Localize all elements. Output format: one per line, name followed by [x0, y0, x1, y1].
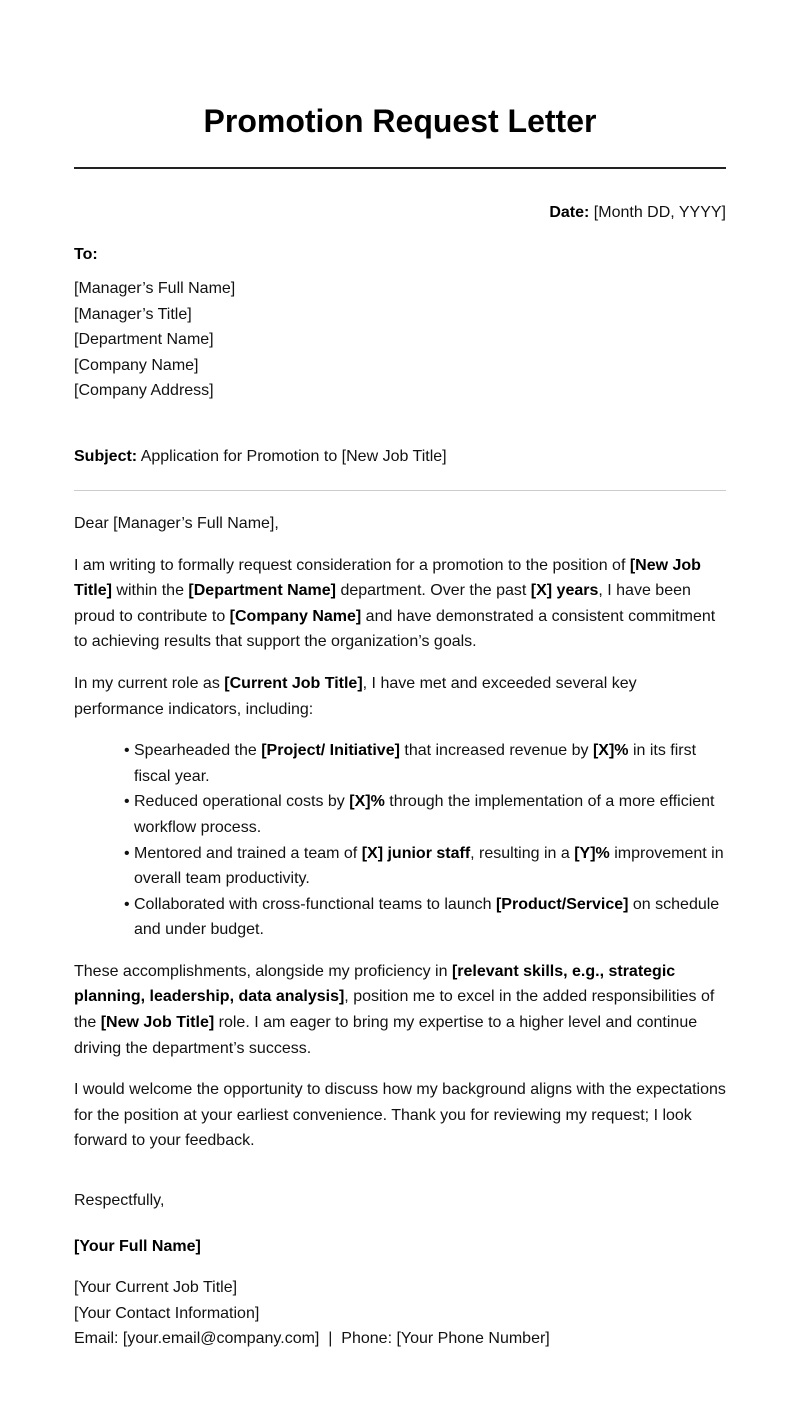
subject-divider	[74, 490, 726, 491]
paragraph-closing-request: I would welcome the opportunity to discuss how my background aligns with the expectations for the position at your earliest convenience. Thank you for reviewing my request; I look forward to your feedback.	[74, 1081, 726, 1150]
achievement-highlight: [Product/Service]	[495, 895, 629, 913]
achievement-text: Reduced operational costs by	[134, 793, 350, 811]
achievement-highlight: [Project/ Initiative]	[261, 742, 400, 760]
achievement-highlight: [X]%	[592, 742, 629, 760]
signature-contact: [Your Contact Information]	[74, 1304, 260, 1322]
paragraph-intro-years: [X] years	[530, 582, 599, 600]
achievements-list	[74, 738, 726, 943]
achievement-item	[124, 841, 726, 892]
signature-job-title: [Your Current Job Title]	[74, 1279, 238, 1297]
date-value: [Month DD, YYYY]	[593, 204, 726, 221]
recipient-company: [Company Name]	[74, 356, 199, 374]
date-line	[74, 202, 726, 224]
achievement-highlight: [Y]%	[574, 844, 610, 862]
achievement-text: in its first fiscal year.	[134, 742, 697, 785]
salutation: Dear [Manager’s Full Name],	[74, 514, 279, 532]
paragraph-current-role-text: , I have met and exceeded several key performance indicators, including:	[74, 674, 637, 718]
paragraph-skills-text: role. I am eager to bring my expertise to a higher level and continue driving the department’s success.	[74, 1014, 698, 1057]
achievement-item	[124, 738, 726, 789]
paragraph-current-role-text: In my current role as	[74, 674, 225, 692]
paragraph-skills-highlight: [relevant skills, e.g., strategic planning, leadership, data analysis]	[74, 962, 676, 1006]
recipient-department: [Department Name]	[74, 331, 214, 349]
recipient-label: To:	[74, 246, 98, 263]
achievement-text: improvement in overall team productivity.	[134, 844, 724, 888]
achievement-text: Mentored and trained a team of	[134, 844, 362, 862]
achievement-highlight: [X] junior staff	[361, 844, 471, 862]
paragraph-current-role-title: [Current Job Title]	[224, 674, 363, 692]
paragraph-intro-text: and have demonstrated a consistent commitment to achieving results that support the organization’s goals.	[74, 607, 716, 651]
achievement-item	[124, 892, 726, 943]
achievement-text: Collaborated with cross-functional teams to launch	[134, 895, 496, 913]
achievement-text: through the implementation of a more efficient workflow process.	[134, 793, 715, 836]
closing-salutation: Respectfully,	[74, 1192, 165, 1210]
paragraph-skills-text: , position me to excel in the added responsibilities of the	[74, 988, 715, 1032]
paragraph-intro-department: [Department Name]	[188, 582, 337, 600]
paragraph-intro-text: , I have been proud to contribute to	[74, 582, 691, 625]
subject-line	[74, 446, 726, 468]
paragraph-intro-text: within the	[111, 582, 189, 600]
signature-email-phone: Email: [your.email@company.com] | Phone: [Your Phone Number]	[74, 1330, 550, 1348]
achievement-text: on schedule and under budget.	[134, 895, 720, 939]
paragraph-skills-job-title: [New Job Title]	[100, 1014, 215, 1032]
subject-label: Subject:	[74, 447, 138, 465]
achievement-item	[124, 789, 726, 840]
recipient-manager-title: [Manager’s Title]	[74, 305, 192, 323]
paragraph-skills-text: These accomplishments, alongside my proficiency in	[74, 962, 452, 980]
subject-value: Application for Promotion to [New Job Title]	[140, 447, 447, 465]
signature-name: [Your Full Name]	[74, 1237, 201, 1255]
recipient-address	[74, 276, 726, 404]
achievement-text: , resulting in a	[470, 844, 575, 862]
paragraph-intro-text: department. Over the past	[336, 582, 531, 600]
signature-block	[74, 1275, 726, 1352]
paragraph-current-role	[74, 671, 726, 722]
paragraph-intro-company: [Company Name]	[229, 607, 362, 625]
date-label: Date:	[549, 204, 590, 221]
paragraph-skills	[74, 959, 726, 1061]
achievement-highlight: [X]%	[349, 793, 385, 811]
document-title: Promotion Request Letter	[203, 103, 597, 139]
achievement-text: that increased revenue by	[399, 742, 593, 760]
paragraph-intro	[74, 553, 726, 655]
paragraph-intro-job-title: [New Job Title]	[74, 556, 701, 600]
recipient-manager-name: [Manager’s Full Name]	[74, 280, 236, 297]
achievement-text: Spearheaded the	[134, 742, 262, 760]
title-divider	[74, 167, 726, 169]
recipient-company-address: [Company Address]	[74, 382, 214, 400]
paragraph-intro-text: I am writing to formally request consideration for a promotion to the position of	[74, 556, 630, 574]
